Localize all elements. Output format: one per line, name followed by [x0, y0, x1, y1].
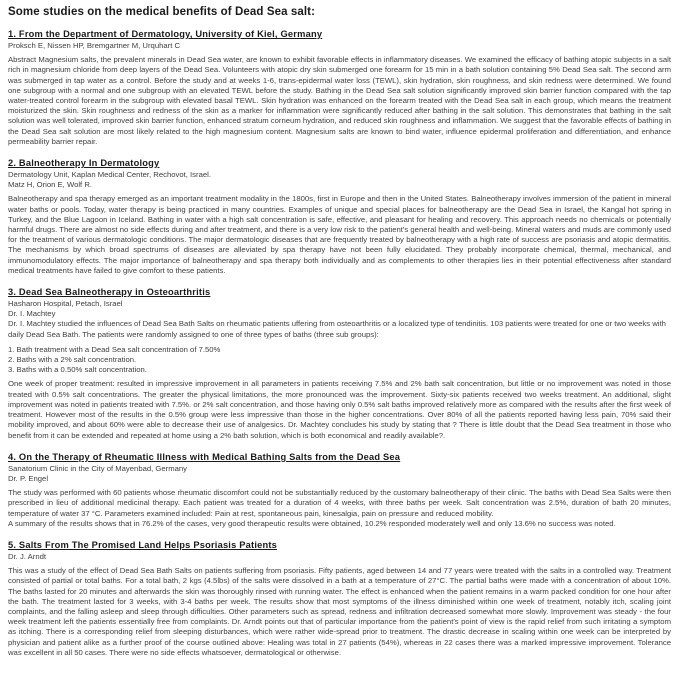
study-1-authors: Proksch E, Nissen HP, Bremgartner M, Urquhart C — [8, 41, 181, 50]
study-1-heading: 1. From the Department of Dermatology, University of Kiel, Germany — [8, 29, 323, 39]
study-3-intro: Dr. I. Machtey studied the influences of Dead Sea Bath Salts on rheumatic patients uffering from osteoarthritis or a localized type of tendinitis. 103 patients were treated for one or two weeks with daily Dead Sea Bath. The patients were randomly assigned to one of three types of baths (three sub groups): — [8, 319, 666, 339]
study-section-5 — [8, 540, 671, 658]
list-item-bath-group-2: 2. Baths with a 2% salt concentration. — [8, 355, 137, 365]
list-item-bath-group-1: 1. Bath treatment with a Dead Sea salt concentration of 7.50% — [8, 344, 221, 354]
list-item-bath-group-3: 3. Baths with a 0.50% salt concentration. — [8, 365, 147, 375]
study-2-heading: 2. Balneotherapy In Dermatology — [8, 158, 160, 169]
study-2-authors: Matz H, Orion E, Wolf R. — [8, 180, 93, 190]
page-title: Some studies on the medical benefits of Dead Sea salt: — [8, 6, 316, 18]
study-2-abstract: Balneotherapy and spa therapy emerged as an important treatment modality in the 1800s, first in Europe and then in the United States. Balneotherapy involves immersion of the patient in mineral water baths or pools. Today, water therapy is being practiced in many countries. Examples of unique and special places for balneotherapy are the Dead Sea in Israel, the Kangal hot spring in Turkey, and the Blue Lagoon in Iceland. Bathing in water with a high salt concentration is safe, effective, and pleasant for healing and recovery. This approach needs no chemicals or potentially harmful drugs. There are almost no side effects during and after treatment, and there is a very low risk to the patient's general health and well-being. Mineral waters and muds are commonly used for the treatment of various dermatologic conditions. The major dermatologic diseases that are frequently treated by balneotherapy with a high rate of success are psoriasis and atopic dermatitis. The mechanisms by which broad spectrums of diseases are alleviated by spa therapy have not been fully elucidated. They probably incorporate chemical, thermal, mechanical, and immunomodulatory effects. The major importance of balneotherapy and spa therapy both individually and as complements to other therapies lies in their potential effectiveness after standard medical treatments have failed to give comfort to these patients. — [8, 194, 671, 275]
study-section-4 — [8, 452, 671, 529]
study-section-2 — [8, 158, 671, 276]
study-section-1 — [8, 29, 671, 147]
study-3-results: One week of proper treatment: resulted in impressive improvement in all parameters in patients receiving 7.5% and 2% bath salt concentration, but little or no improvement was noted in those treated with 0.5% salt concentrations. The greater the physical limitations, the more pronounced was the improvement. Sixty-six patients received two weeks treatment. An additional, slight improvement was noted in patients treated with 7.5%. or 2% salt concentration, and those having only 0.5% salt baths improved relatively more as compared with the results after the first week of treatment. However most of the results in the 0.5% group were less impressive than those in the higher concentrations. Over 80% of all the patients reported having less pain, 70% said their mobility improved, and about 60% were able to decrease their use of analgesics. Dr. Machtey concludes his study by stating that ? There is little doubt that the Dead Sea treatment in those who benefit from it can be extended and repeated at home using a 2% bath solution, which is both economical and readily available?. — [8, 379, 671, 440]
study-4-institution: Sanatorium Clinic in the City of Mayenbad, Germany — [8, 463, 188, 473]
study-4-summary: A summary of the results shows that in 76.2% of the cases, very good therapeutic results were obtained, 10.2% responded moderately well and only 13.6% no success was noted. — [8, 518, 616, 528]
study-3-institution: Hasharon Hospital, Petach, Israel — [8, 299, 123, 309]
study-3-bath-groups-list — [8, 345, 671, 376]
study-3-author: Dr. I. Machtey — [8, 309, 56, 319]
study-2-institution: Dermatology Unit, Kaplan Medical Center, Rechovot, Israel. — [8, 170, 211, 180]
study-5-heading: 5. Salts From The Promised Land Helps Psoriasis Patients — [8, 539, 278, 550]
study-4-heading: 4. On the Therapy of Rheumatic Illness with Medical Bathing Salts from the Dead Sea — [8, 451, 401, 462]
study-section-3 — [8, 287, 671, 441]
study-5-abstract: This was a study of the effect of Dead Sea Bath Salts on patients suffering from psoriasis. Fifty patients, aged between 14 and 77 years were treated with the salts in a controlled way. Treatment consisted of partial or total baths. For a total bath, 2 kgs (4.5lbs) of the salts were dissolved in a bath at a temperature of 27°C. The partial baths were made with a concentration of about 10%. The baths lasted for 20 minutes and afterwards the skin was thoroughly rinsed with running water. The effect is enhanced when the patient remains in a warm packed condition for one hour after the bath. The treatment lasted for 3 weeks, with 3-4 baths per week. The results show that most symptoms of the illness diminished within one week of treatment, notably itch, scaling joint complaints, and the falling asleep and sleep through difficulties. Other parameters such as spread, redness and infiltration decreased somewhat more slowly. Improvement was steady - the four week treatment left the patients essentially free from complaints. Dr. Arndt points out that of particular importance from the patient's point of view is the rapid relief from such irritating a symptom as itching. There is a corresponding relief from sleeping disturbances, which were rather wide-spread prior to treatment. The drastic decrease in scaling within one week can be interpreted by physician and patient alike as a further proof of the course outlined above: Healing was total in 27 patients (54%), whereas in 22 cases there was a marked impressive improvement. Tolerance was excellent in all 50 cases. There were no side effects whatsoever, dermatological or otherwise. — [8, 566, 671, 657]
study-3-heading: 3. Dead Sea Balneotherapy in Osteoarthritis — [8, 287, 211, 298]
study-1-abstract: Abstract Magnesium salts, the prevalent minerals in Dead Sea water, are known to exhibit favorable effects in inflammatory diseases. We examined the efficacy of bathing atopic subjects in a salt rich in magnesium chloride from deep layers of the Dead Sea. Volunteers with atopic dry skin submerged one forearm for 15 min in a bath solution containing 5% Dead Sea salt. The second arm was submerged in tap water as a control. Before the study and at weeks 1-6, trans-epidermal water loss (TEWL), skin hydration, skin roughness, and skin redness were determined. We found one subgroup with a normal and one subgroup with an elevated TEWL before the study. Bathing in the Dead Sea salt solution significantly improved skin barrier function compared with the tap water-treated control forearm in the subgroup with elevated basal TEWL. Skin hydration was enhanced on the forearm treated with the Dead Sea salt in each group, which means the treatment moisturized the skin. Skin roughness and redness of the skin as a marker for inflammation were significantly reduced after bathing in the salt solution. This demonstrates that bathing in the salt solution was well tolerated, improved skin barrier function, enhanced stratum corneum hydration, and reduced skin roughness and inflammation. We suggest that the favorable effects of bathing in the Dead Sea salt solution are most likely related to the high magnesium content. Magnesium salts are known to bind water, influence epidermal proliferation and differentiation, and enhance permeability barrier repair. — [8, 55, 671, 146]
study-4-author: Dr. P. Engel — [8, 473, 49, 483]
study-4-abstract: The study was performed with 60 patients whose rheumatic discomfort could not be substantially reduced by the customary balneotherapy of their clinic. The baths with Dead Sea Salts were then prescribed in lieu of additional medicinal therapy. Each patient was treated for a duration of 4 weeks, with three baths per week. Salt concentration was 2.5%, duration of bath 20 minutes, temperature of water 37 °C. Parameters examined included: Pain at rest, spontaneous pain, kinesalgia, pain on pressure and reduced mobility. — [8, 488, 671, 518]
study-5-author: Dr. J. Arndt — [8, 551, 47, 561]
